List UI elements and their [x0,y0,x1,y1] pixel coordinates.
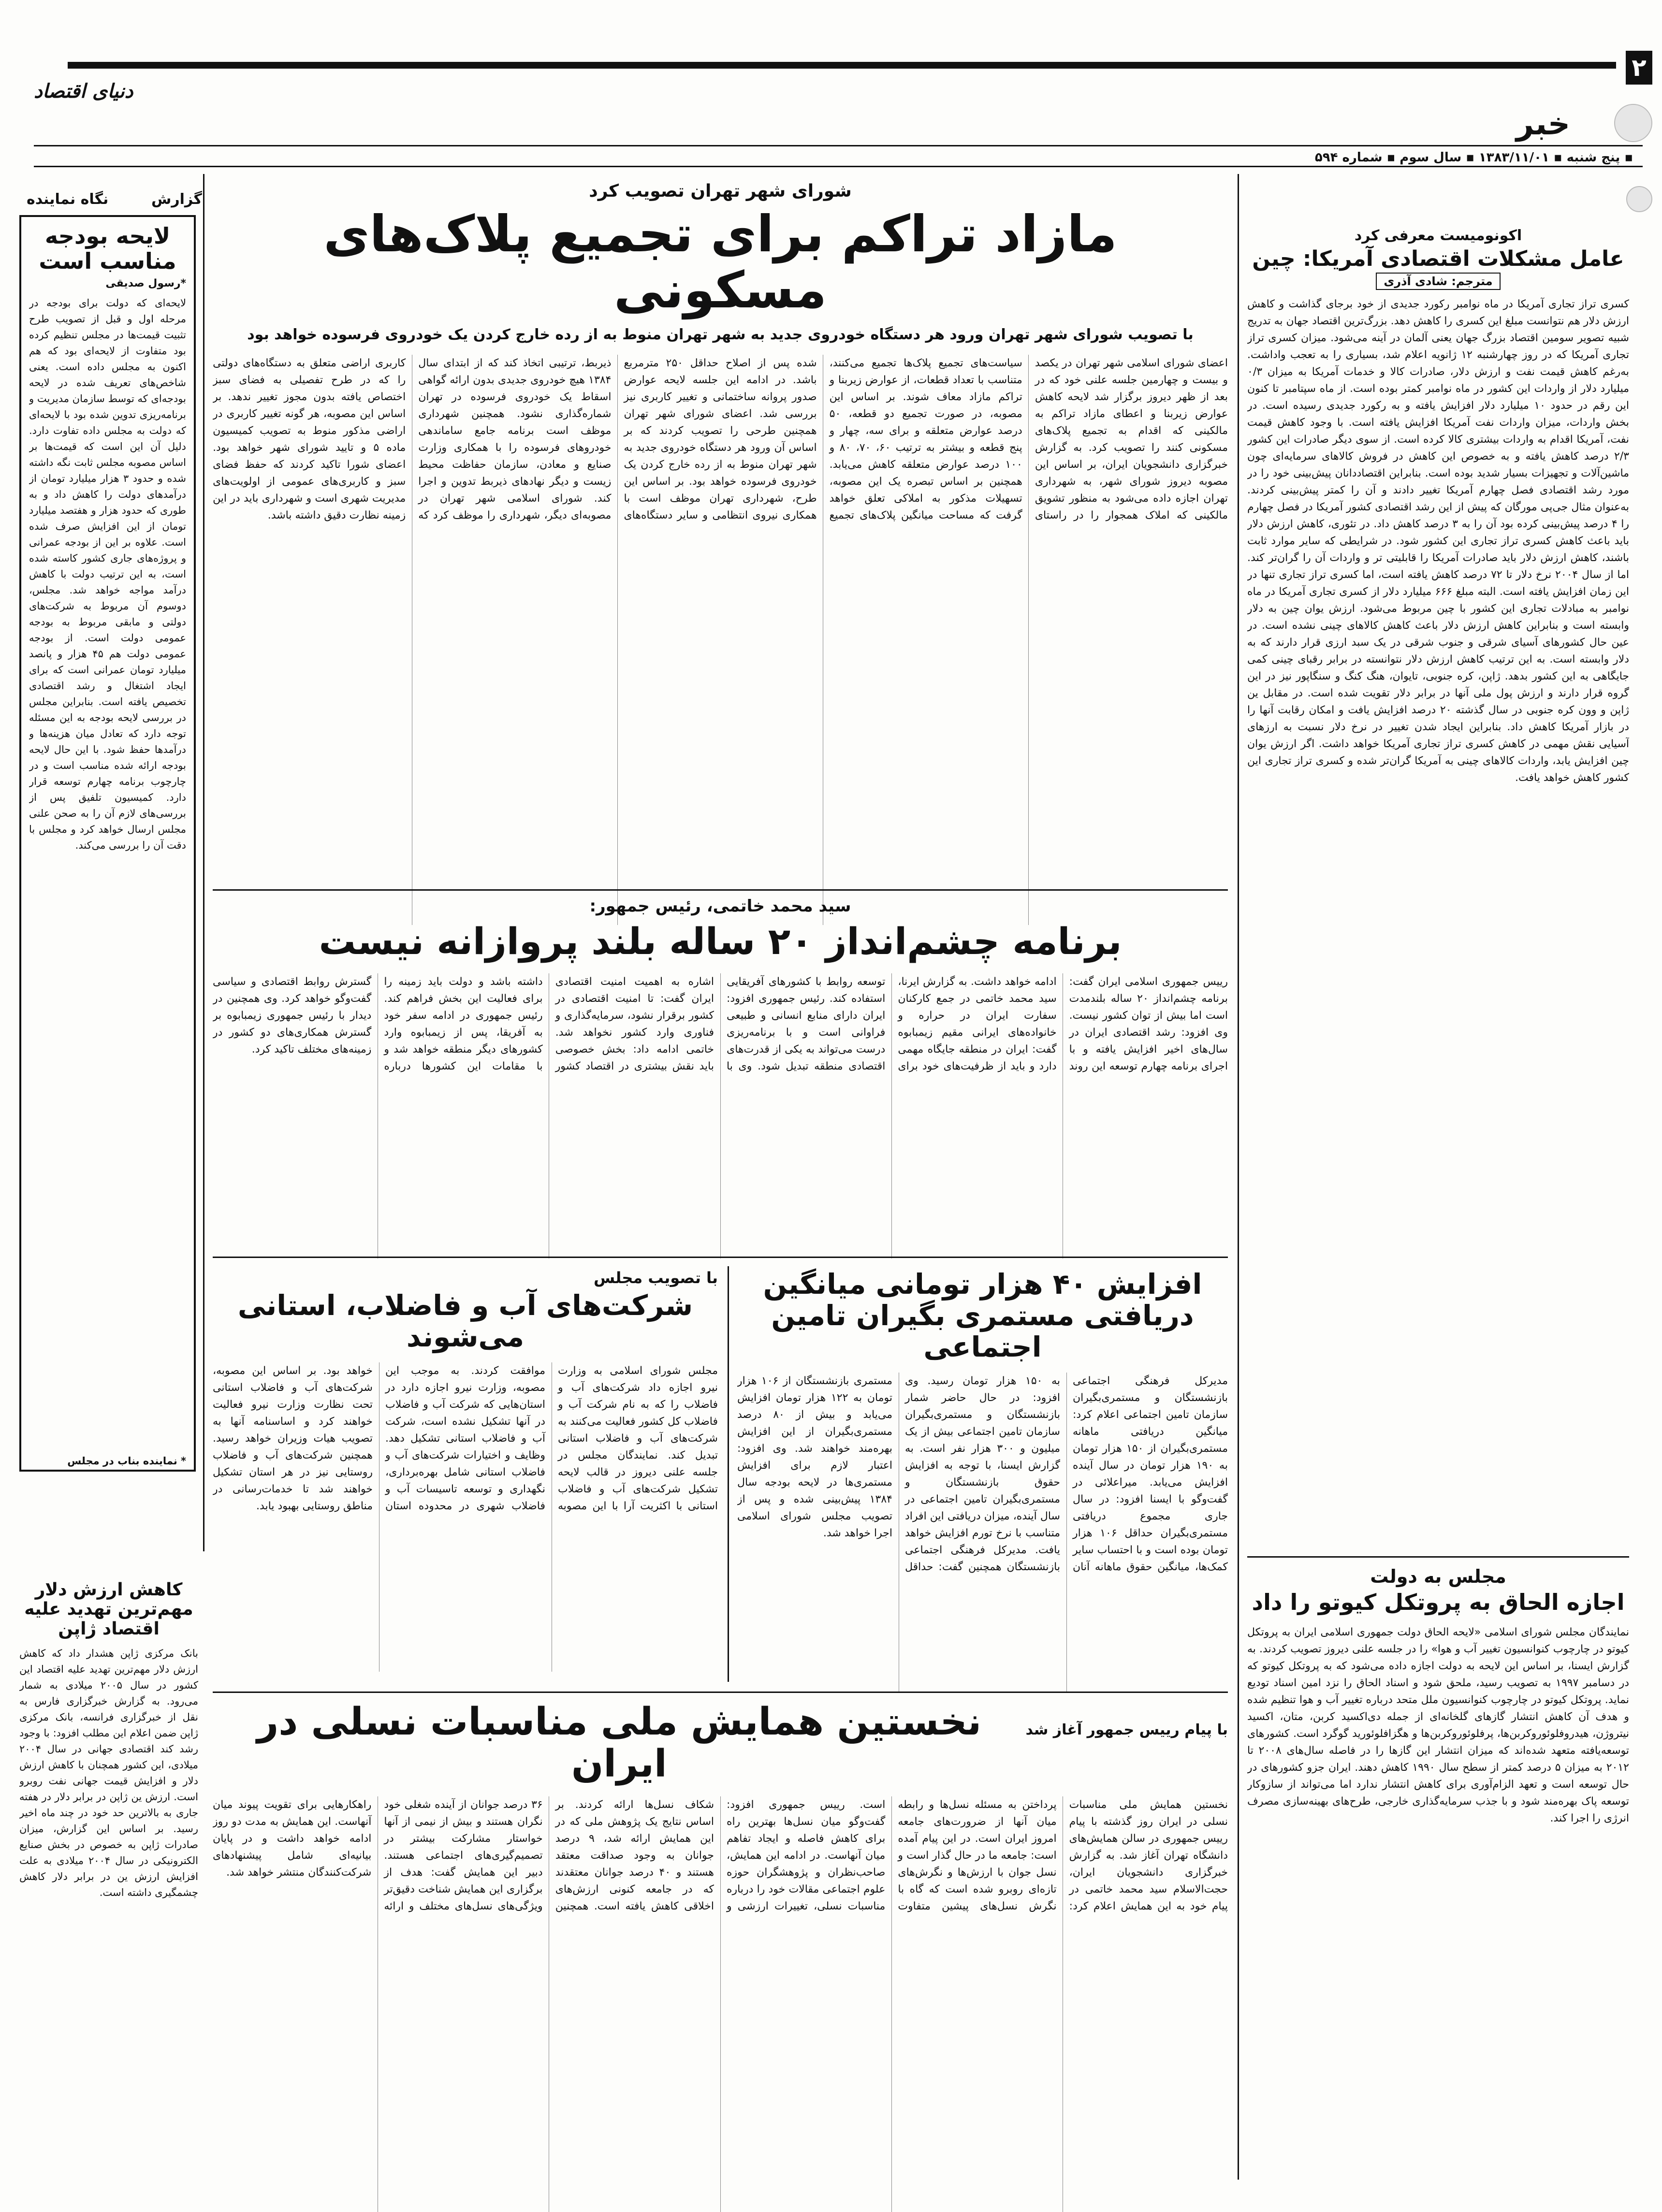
water-body: مجلس شورای اسلامی به وزارت نیرو اجازه داد شرکت‌های آب و فاضلاب را که به نام شرکت آب و فاضلاب کل کشور فعالیت می‌کنند به شرکت‌های آب و فاضلاب استانی تبدیل کند. نمایندگان مجلس در جلسه علنی دیروز در قالب لایحه تشکیل شرکت‌های آب و فاضلاب استانی با اکثریت آرا با این مصوبه موافقت کردند. به موجب این مصوبه، وزارت نیرو اجازه دارد در استان‌هایی که شرکت آب و فاضلاب در آنها تشکیل نشده است، شرکت آب و فاضلاب استانی تشکیل دهد. وظایف و اختیارات شرکت‌های آب و فاضلاب استانی شامل بهره‌برداری، نگهداری و توسعه تاسیسات آب و فاضلاب شهری در محدوده استان خواهد بود. بر اساس این مصوبه، شرکت‌های آب و فاضلاب استانی تحت نظارت وزارت نیرو فعالیت خواهند کرد و اساسنامه آنها به تصویب هیات وزیران خواهد رسید. همچنین شرکت‌های آب و فاضلاب روستایی نیز در هر استان تشکیل خواهند شد تا خدمات‌رسانی در مناطق روستایی بهبود یابد. [213,1364,718,1512]
section-title: خبر [1516,106,1570,142]
water-title: شرکت‌های آب و فاضلاب، استانی می‌شوند [237,1289,693,1353]
representative-byline: *رسول صدیقی [105,277,186,290]
kyoto-body: نمایندگان مجلس شورای اسلامی «لایحه الحاق دولت جمهوری اسلامی ایران به پروتکل کیوتو در چارچوب کنوانسیون تغییر آب و هوا» را در جلسه علنی دیروز تصویب کردند. به گزارش ایسنا، بر اساس این لایحه به دولت اجازه داده می‌شود که به پروتکل کیوتو که در دسامبر ۱۹۹۷ به تصویب رسید، ملحق شود و اسناد الحاق را نزد امین اسناد تودیع نماید. پروتکل کیوتو در چارچوب کنوانسیون ملل متحد درباره تغییر آب و هوا تنظیم شده و هدف آن کاهش انتشار گازهای گلخانه‌ای از جمله دی‌اکسید کربن، متان، اکسید نیتروژن، هیدروفلوئوروکربن‌ها، پرفلوئوروکربن‌ها و هگزافلوئورید گوگرد است. کشورهای توسعه‌یافته متعهد شده‌اند که میزان انتشار این گازها را در فاصله سال‌های ۲۰۰۸ تا ۲۰۱۲ به میزان ۵ درصد کمتر از سطح سال ۱۹۹۰ کاهش دهند. ایران جزو کشورهای در حال توسعه است و تعهد الزام‌آوری برای کاهش انتشار ندارد اما می‌تواند از سازوکار توسعه پاک بهره‌مند شود و با جذب سرمایه‌گذاری خارجی، طرح‌های بهینه‌سازی مصرف انرژی را اجرا کند. [1247,1626,1629,1824]
pension-article [737,1269,1228,1692]
vision-rule [213,889,1228,891]
china-byline: مترجم: شادی آذری [1376,273,1500,290]
bottom-rule [213,1692,1228,1693]
housing-lead: با تصویب شورای شهر تهران ورود هر دستگاه خودروی جدید به شهر تهران منوط به از رده خارج کردن یک خودروی فرسوده خواهد بود [247,326,1194,343]
report-label: گزارش [151,191,202,208]
kyoto-title: اجازه الحاق به پروتکل کیوتو را داد [1252,1589,1625,1615]
divider-center [728,1266,729,1682]
housing-body: اعضای شورای اسلامی شهر تهران در یکصد و بیست و چهارمین جلسه علنی خود که در بعد از ظهر دیروز برگزار شد لایحه کاهش عوارض زیربنا و اعطای مازاد تراکم به مالکینی که اقدام به تجمیع پلاک‌های مسکونی کنند را تصویب کرد. به گزارش خبرگزاری دانشجویان ایران، بر اساس این مصوبه دیروز شورای شهر، به شهرداری تهران اجازه داده می‌شود به منظور تشویق مالکینی که املاک همجوار را در راستای سیاست‌های تجمیع پلاک‌ها تجمیع می‌کنند، متناسب با تعداد قطعات، از عوارض زیربنا و تراکم مازاد معاف شوند. بر اساس این مصوبه، در صورت تجمیع دو قطعه، ۵۰ درصد عوارض متعلقه و برای سه، چهار و پنج قطعه و بیشتر به ترتیب ۶۰، ۷۰، ۸۰ و ۱۰۰ درصد عوارض متعلقه کاهش می‌یابد. همچنین بر اساس تبصره یک این مصوبه، تسهیلات مذکور به املاکی تعلق خواهد گرفت که مساحت میانگین پلاک‌های تجمیع شده پس از اصلاح حداقل ۲۵۰ مترمربع باشد. در ادامه این جلسه لایحه عوارض صدور پروانه ساختمانی و تغییر کاربری نیز بررسی شد. اعضای شورای شهر تهران همچنین طرحی را تصویب کردند که بر اساس آن ورود هر دستگاه خودروی جدید به شهر تهران منوط به از رده خارج کردن یک خودروی فرسوده خواهد بود. بر اساس این طرح، شهرداری تهران موظف است با همکاری نیروی انتظامی و سایر دستگاه‌های ذیربط، ترتیبی اتخاذ کند که از ابتدای سال ۱۳۸۴ هیچ خودروی جدیدی بدون ارائه گواهی اسقاط یک خودروی فرسوده در تهران شماره‌گذاری نشود. همچنین شهرداری موظف است برنامه جامع ساماندهی خودروهای فرسوده را با همکاری وزارت صنایع و معادن، سازمان حفاظت محیط زیست و دیگر نهادهای ذیربط تدوین و اجرا کند. شورای اسلامی شهر تهران در مصوبه‌ای دیگر، شهرداری را موظف کرد که کاربری اراضی متعلق به دستگاه‌های دولتی را که در طرح تفصیلی به فضای سبز اختصاص یافته بدون مجوز تغییر ندهد. بر اساس این مصوبه، هر گونه تغییر کاربری در اراضی مذکور منوط به تصویب کمیسیون ماده ۵ و تایید شورای شهر خواهد بود. اعضای شورا تاکید کردند که حفظ فضای سبز و کاربری‌های عمومی از اولویت‌های مدیریت شهری است و شهرداری باید در این زمینه نظارت دقیق داشته باشد. [213,357,1228,521]
housing-kicker: شورای شهر تهران تصویب کرد [589,181,852,201]
housing-article [213,181,1228,925]
generations-article [213,1701,1228,2212]
representative-title: لایحه بودجه مناسب است [39,223,176,274]
currency-article [19,1580,198,2139]
issue-info: ▪ پنج شنبه ▪ ۱۳۸۳/۱۱/۰۱ ▪ سال سوم ▪ شماره ۵۹۴ [34,145,1643,167]
china-body: کسری تراز تجاری آمریکا در ماه نوامبر رکورد جدیدی از خود برجای گذاشت و کاهش ارزش دلار هم نتوانست مبلغ این کسری را کاهش دهد. بزرگ‌ترین اقتصاد جهان به تدریج شبیه تصویر سومین اقتصاد بزرگ جهان یعنی آلمان در آینه می‌شود. میزان کسری تراز تجاری آمریکا که در روز چهارشنبه ۱۲ ژانویه اعلام شد، بسیاری را به تعجب واداشت. به‌رغم کاهش قیمت نفت و ارزش دلار، صادرات کالا و خدمات آمریکا به میزان ۰/۳ میلیارد دلار از واردات این کشور در ماه نوامبر کمتر بوده است. از ماه سپتامبر تا کنون این رقم در حدود ۱۰ میلیارد دلار افزایش یافته و به رکورد جدیدی رسیده است. در بخش واردات، میزان واردات نفت آمریکا افزایش یافته است. با وجود کاهش قیمت نفت، آمریکا اقدام به واردات بیشتری کالا کرده است. از سوی دیگر صادرات این کشور ۲/۳ درصد کاهش یافته و به خصوص این کاهش در فروش کالاهای سرمایه‌ای چون ماشین‌آلات و تجهیزات بسیار شدید بوده است. بنابراین اقتصاددانان پیش‌بینی خود را در مورد رشد اقتصادی فصل چهارم آمریکا تغییر دادند و آن را کمتر پیش‌بینی کردند. به‌عنوان مثال جی‌پی مورگان که پیش از این رشد اقتصادی کشور آمریکا در فصل چهارم را ۴ درصد پیش‌بینی کرده بود آن را به ۳ درصد کاهش داد. در تئوری، کاهش ارزش دلار باید باعث کاهش کسری تراز تجاری این کشور شود. در شرایطی که سایر موارد ثابت باشند، کاهش ارزش دلار باید صادرات آمریکا را قابلیتی تر و واردات آن را گران‌تر کند. اما از سال ۲۰۰۴ نرخ دلار تا ۷۲ درصد کاهش یافته است، اما کسری تراز تجاری تنها در این زمان افزایش یافته است. البته مبلغ ۶۶۶ میلیارد دلار از کسری تجاری آمریکا در ماه نوامبر به مبادلات تجاری این کشور با چین مربوط می‌شود. ارزش یوان چین به دلار وابسته است و بنابراین کاهش ارزش دلار باعث کاهش کالاهای چینی نشده است. در عین حال کشورهای آسیای شرقی و جنوب شرقی در یک سبد ارزی قرار دارند که به دلار وابسته است. به این ترتیب کاهش ارزش دلار نتوانسته در برابر رقبای چینی کمی جایگاهی به این کشور بدهد. ژاپن، کره جنوبی، تایوان، هنگ کنگ و سنگاپور نیز در این گروه قرار دارند و ارزش پول ملی آنها در برابر دلار تقویت شده است. در مقابل ین ژاپن و وون کره جنوبی در سال گذشته ۲۰ درصد افزایش یافت و امکان رقابت آنها را در بازار آمریکا کاهش داد. بنابراین ایجاد شدن تغییر در نرخ دلار نسبت به ارزهای آسیایی نقش مهمی در کاهش کسری تراز تجاری آمریکا خواهد داشت. اگر ارزش یوان چین افزایش یابد، واردات کالاهای چینی به آمریکا گران‌تر شده و کسری تراز تجاری این کشور کاهش خواهد یافت. [1247,298,1629,784]
pension-body: مدیرکل فرهنگی اجتماعی بازنشستگان و مستمری‌بگیران سازمان تامین اجتماعی اعلام کرد: میانگین دریافتی ماهانه مستمری‌بگیران از ۱۵۰ هزار تومان به ۱۹۰ هزار تومان در سال آینده افزایش می‌یابد. میراعلائی در گفت‌وگو با ایسنا افزود: در سال جاری مجموع دریافتی مستمری‌بگیران حداقل ۱۰۶ هزار تومان بوده است و با احتساب سایر کمک‌ها، میانگین حقوق ماهانه آنان به ۱۵۰ هزار تومان رسید. وی افزود: در حال حاضر شمار بازنشستگان و مستمری‌بگیران سازمان تامین اجتماعی بیش از یک میلیون و ۳۰۰ هزار نفر است. به گزارش ایسنا، با توجه به افزایش حقوق بازنشستگان و مستمری‌بگیران تامین اجتماعی در سال آینده، میزان دریافتی این افراد متناسب با نرخ تورم افزایش خواهد یافت. مدیرکل فرهنگی اجتماعی بازنشستگان همچنین گفت: حداقل مستمری بازنشستگان از ۱۰۶ هزار تومان به ۱۲۲ هزار تومان افزایش می‌یابد و بیش از ۸۰ درصد مستمری‌بگیران از این افزایش بهره‌مند خواهند شد. وی افزود: اعتبار لازم برای افزایش مستمری‌ها در لایحه بودجه سال ۱۳۸۴ پیش‌بینی شده و پس از تصویب مجلس شورای اسلامی اجرا خواهد شد. [737,1374,1228,1573]
currency-body: بانک مرکزی ژاپن هشدار داد که کاهش ارزش دلار مهم‌ترین تهدید علیه اقتصاد این کشور در سال ۲۰۰۵ میلادی به شمار می‌رود. به گزارش خبرگزاری فارس به نقل از خبرگزاری فرانسه، بانک مرکزی ژاپن ضمن اعلام این مطلب افزود: با وجود رشد کند اقتصادی جهانی در سال ۲۰۰۴ میلادی، این کشور همچنان با کاهش ارزش دلار و افزایش قیمت جهانی نفت روبرو است. ارزش ین ژاپن در برابر دلار در هفته جاری به بالاترین حد خود در چند ماه اخیر رسید. بر اساس این گزارش، میزان صادرات ژاپن به خصوص در بخش صنایع الکترونیکی در سال ۲۰۰۴ میلادی به علت افزایش ارزش ین در برابر دلار کاهش چشمگیری داشته است. [19,1647,198,1898]
vision-body: رییس جمهوری اسلامی ایران گفت: برنامه چشم‌انداز ۲۰ ساله بلندمدت است اما بیش از توان کشور نیست. وی افزود: رشد اقتصادی ایران در سال‌های اخیر افزایش یافته و با اجرای برنامه چهارم توسعه این روند ادامه خواهد داشت. به گزارش ایرنا، سید محمد خاتمی در جمع کارکنان سفارت ایران در حراره و خانواده‌های ایرانی مقیم زیمبابوه گفت: ایران در منطقه جایگاه مهمی دارد و باید از ظرفیت‌های خود برای توسعه روابط با کشورهای آفریقایی استفاده کند. رئیس جمهوری افزود: ایران دارای منابع انسانی و طبیعی فراوانی است و با برنامه‌ریزی درست می‌تواند به یکی از قدرت‌های اقتصادی منطقه تبدیل شود. وی با اشاره به اهمیت امنیت اقتصادی ایران گفت: تا امنیت اقتصادی در کشور برقرار نشود، سرمایه‌گذاری و فناوری وارد کشور نخواهد شد. خاتمی ادامه داد: بخش خصوصی باید نقش بیشتری در اقتصاد کشور داشته باشد و دولت باید زمینه را برای فعالیت این بخش فراهم کند. رئیس جمهوری در ادامه سفر خود به آفریقا، پس از زیمبابوه وارد کشورهای دیگر منطقه خواهد شد و با مقامات این کشورها درباره گسترش روابط اقتصادی و سیاسی گفت‌وگو خواهد کرد. وی همچنین در دیدار با رئیس جمهوری زیمبابوه بر گسترش همکاری‌های دو کشور در زمینه‌های مختلف تاکید کرد. [213,976,1228,1073]
vision-title: برنامه چشم‌انداز ۲۰ ساله بلند پروازانه نیست [319,920,1122,963]
divider-right [1238,174,1239,2180]
china-article [1247,227,1629,1378]
generations-kicker: با پیام رییس جمهور آغاز شد [1025,1721,1228,1738]
representative-signature: * نماینده بناب در مجلس [67,1455,186,1467]
generations-title: نخستین همایش ملی مناسبات نسلی در ایران [257,1700,982,1786]
vision-kicker: سید محمد خاتمی، رئیس جمهور: [589,896,851,916]
pension-title: افزایش ۴۰ هزار تومانی میانگین دریافتی مستمری بگیران تامین اجتماعی [763,1268,1202,1363]
report-globe-icon [1626,186,1652,212]
globe-icon [1614,104,1652,142]
divider-left [203,174,204,1551]
representative-label: نگاه نماینده [27,191,109,208]
generations-body: نخستین همایش ملی مناسبات نسلی در ایران روز گذشته با پیام رییس جمهوری در سالن همایش‌های دانشگاه تهران آغاز شد. به گزارش خبرگزاری دانشجویان ایران، حجت‌الاسلام سید محمد خاتمی در پیام خود به این همایش اعلام کرد: پرداختن به مسئله نسل‌ها و رابطه میان آنها از ضرورت‌های جامعه امروز ایران است. در این پیام آمده است: جامعه ما در حال گذار است و نسل جوان با ارزش‌ها و نگرش‌های تازه‌ای روبرو شده است که گاه با نگرش نسل‌های پیشین متفاوت است. رییس جمهوری افزود: گفت‌وگو میان نسل‌ها بهترین راه برای کاهش فاصله و ایجاد تفاهم میان آنهاست. در ادامه این همایش، صاحب‌نظران و پژوهشگران حوزه علوم اجتماعی مقالات خود را درباره مناسبات نسلی، تغییرات ارزشی و شکاف نسل‌ها ارائه کردند. بر اساس نتایج یک پژوهش ملی که در این همایش ارائه شد، ۹ درصد جوانان به وجود صداقت معتقد هستند و ۴۰ درصد جوانان معتقدند که در جامعه کنونی ارزش‌های اخلاقی کاهش یافته است. همچنین ۳۶ درصد جوانان از آینده شغلی خود نگران هستند و بیش از نیمی از آنها خواستار مشارکت بیشتر در تصمیم‌گیری‌های اجتماعی هستند. دبیر این همایش گفت: هدف از برگزاری این همایش شناخت دقیق‌تر ویژگی‌های نسل‌های مختلف و ارائه راهکارهایی برای تقویت پیوند میان آنهاست. این همایش به مدت دو روز ادامه خواهد داشت و در پایان بیانیه‌ای شامل پیشنهادهای شرکت‌کنندگان منتشر خواهد شد. [213,1798,1228,1912]
water-article [213,1269,718,1672]
vision-article [213,896,1228,1258]
page-number: ۲ [1626,51,1652,85]
masthead-logo: دنیای اقتصاد [34,80,133,102]
representative-box [19,215,196,1472]
water-kicker: با تصویب مجلس [594,1269,718,1287]
kyoto-article [1247,1566,1629,2175]
china-title: عامل مشکلات اقتصادی آمریکا: چین [1252,246,1624,271]
kyoto-kicker: مجلس به دولت [1370,1566,1506,1587]
header-rule [68,62,1616,69]
housing-title: مازاد تراکم برای تجمیع پلاک‌های مسکونی [323,204,1117,320]
currency-title: کاهش ارزش دلار مهم‌ترین تهدید علیه اقتصاد ژاپن [24,1580,193,1639]
china-kicker: اکونومیست معرفی کرد [1354,227,1522,244]
kyoto-rule [1247,1556,1629,1558]
representative-body: لایحه‌ای که دولت برای بودجه در مرحله اول و قبل از تصویب طرح تثبیت قیمت‌ها در مجلس تنظیم کرده بود متفاوت از لایحه‌ای بود که هم اکنون به مجلس داده است. یعنی شاخص‌های تعریف شده در لایحه بودجه‌ای که توسط سازمان مدیریت و برنامه‌ریزی تدوین شده بود با لایحه‌ای که دولت به مجلس داده تفاوت دارد. دلیل آن این است که قیمت‌ها بر اساس مصوبه مجلس ثابت نگه داشته شده و حدود ۳ هزار میلیارد تومان از درآمدهای دولت را کاهش داد و به طوری که حدود هزار و هفتصد میلیارد تومان از این افزایش صرف شده است. علاوه بر این از بودجه عمرانی و پروژه‌های جاری کشور کاسته شده است، به این ترتیب دولت با کاهش درآمد مواجه خواهد شد. مجلس، دوسوم آن مربوط به شرکت‌های دولتی و مابقی مربوط به بودجه عمومی دولت است. از بودجه عمومی دولت هم ۴۵ هزار و پانصد میلیارد تومان عمرانی است که برای ایجاد اشتغال و رشد اقتصادی تخصیص یافته است. بنابراین مجلس در بررسی لایحه بودجه به این مسئله توجه دارد که تعادل میان هزینه‌ها و درآمدها حفظ شود. با این حال لایحه بودجه ارائه شده مناسب است و در چارچوب برنامه چهارم توسعه قرار دارد. کمیسیون تلفیق پس از بررسی‌های لازم آن را به صحن علنی مجلس ارسال خواهد کرد و مجلس با دقت آن را بررسی می‌کند. [29,297,186,852]
mid-rule [213,1257,1228,1258]
